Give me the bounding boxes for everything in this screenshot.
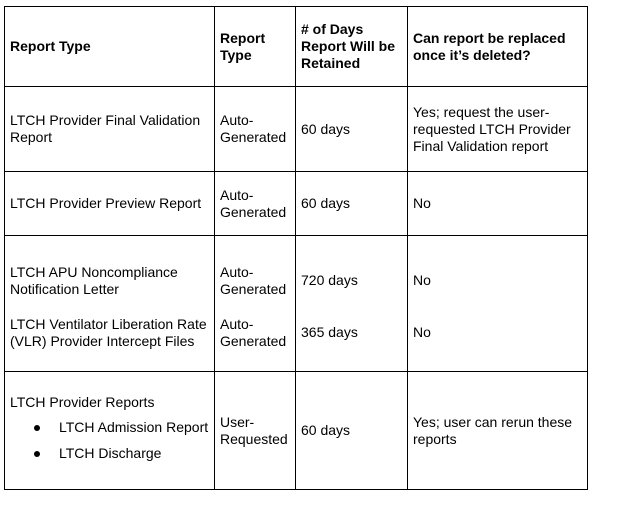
report-bullet-list [10,419,210,462]
report-type: Auto-Generated [215,172,296,236]
report-name: LTCH Ventilator Liberation Rate (VLR) Provider Intercept Files [10,315,207,349]
report-type: User-Requested [215,372,296,490]
bullet-icon [34,451,40,457]
retention-days: 60 days [296,87,408,172]
replacement-note: No [413,324,431,340]
retention-days: 60 days [296,172,408,236]
report-retention-table [4,6,588,490]
header-report-type: Report Type [5,7,215,87]
report-type: Auto-Generated [220,263,287,297]
replacement-note: Yes; user can rerun these reports [408,372,588,490]
report-name: LTCH APU Noncompliance Notification Letter [10,263,178,297]
list-item [10,419,210,436]
report-name-cell [5,236,215,372]
table-row-merged [5,236,588,372]
bullet-text: LTCH Discharge [59,445,162,461]
replacement-note-cell [408,236,588,372]
bullet-icon [34,425,40,431]
report-name: LTCH Provider Preview Report [5,172,215,236]
report-type: Auto-Generated [215,87,296,172]
table-header-row [5,7,588,87]
bullet-text: LTCH Admission Report [59,419,209,435]
replacement-note: No [413,272,431,288]
report-name: LTCH Provider Final Validation Report [5,87,215,172]
replacement-note: No [408,172,588,236]
table-row [5,87,588,172]
report-type: Auto-Generated [220,315,287,349]
table-row [5,172,588,236]
replacement-note: Yes; request the user-requested LTCH Provider Final Validation report [408,87,588,172]
retention-days: 720 days [301,272,358,288]
header-can-replace: Can report be replaced once it’s deleted? [408,7,588,87]
report-type-cell [215,236,296,372]
report-name: LTCH Provider Reports [10,394,155,410]
retention-days-cell [296,236,408,372]
retention-days: 60 days [296,372,408,490]
table-row [5,372,588,490]
list-item [10,445,210,462]
header-days-retained: # of Days Report Will be Retained [296,7,408,87]
retention-days: 365 days [301,324,358,340]
report-name-cell [5,372,215,490]
header-report-type-category: Report Type [215,7,296,87]
